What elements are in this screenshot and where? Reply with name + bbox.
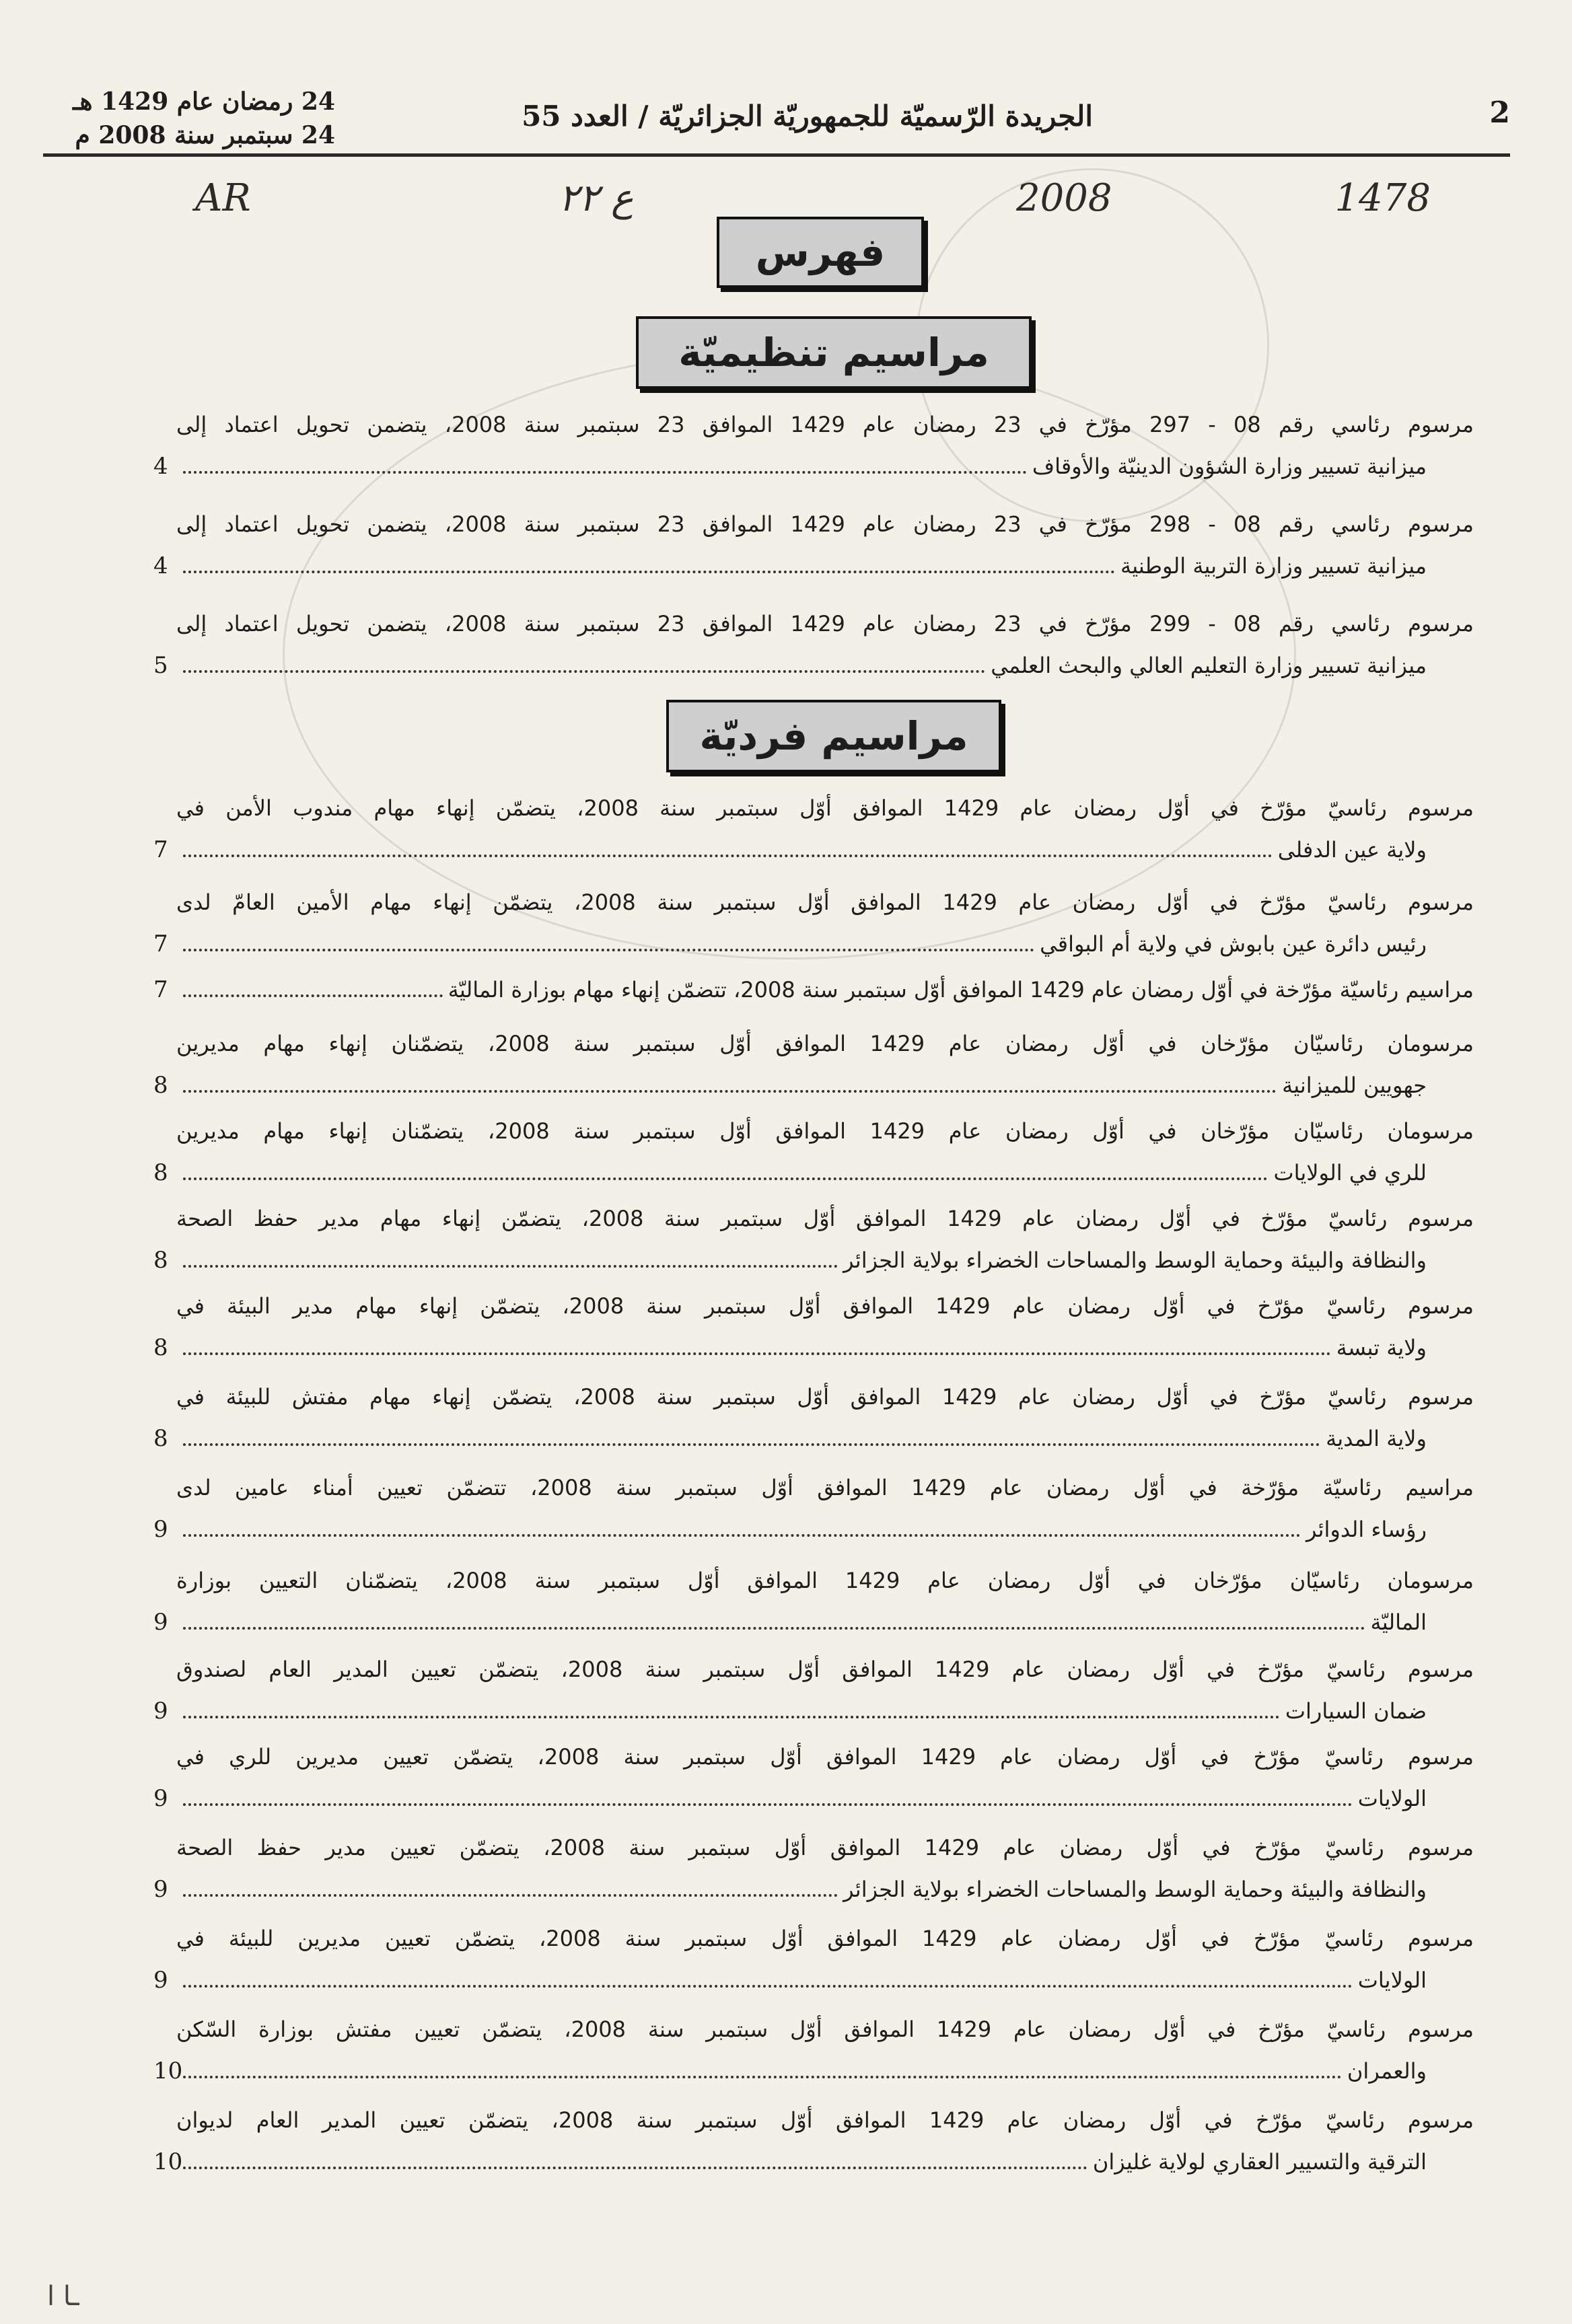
entry-page-number: 5 (153, 652, 168, 679)
entry-text-line (176, 1327, 1474, 1369)
entry-text-line (176, 1736, 1474, 1778)
entry-page-number: 9 (153, 1516, 168, 1543)
entry-title: مرسوم رئاسي رقم 08 - 298 مؤرّخ في 23 رمضان عام 1429 الموافق 23 سبتمبر سنة 2008، يتضمن تحويل اعتماد إلى (176, 511, 1474, 537)
index-entry[interactable] (153, 1467, 1474, 1550)
entry-text-line (176, 1918, 1474, 1959)
index-entry[interactable] (153, 2099, 1474, 2183)
entry-continuation: الولايات (1357, 1967, 1427, 1993)
entry-title: مرسوم رئاسيّ مؤرّخ في أوّل رمضان عام 1429 الموافق أوّل سبتمبر سنة 2008، يتضمّن تعيين مديرين للري في (176, 1744, 1474, 1770)
gregorian-date: 24 سبتمبر سنة 2008 م (75, 121, 335, 149)
entry-page-number: 9 (153, 1698, 168, 1724)
index-title: فهرس (717, 217, 924, 288)
entry-text-line (176, 1648, 1474, 1690)
entry-continuation: الولايات (1357, 1786, 1427, 1811)
entry-continuation: ميزانية تسيير وزارة التربية الوطنية (1120, 553, 1427, 579)
entry-text-line (176, 1827, 1474, 1868)
dot-leader (183, 2076, 1342, 2078)
entry-text-line (176, 1064, 1474, 1106)
entry-text-line (176, 2008, 1474, 2050)
entry-text-line (176, 829, 1474, 871)
entry-page-number: 7 (153, 976, 168, 1003)
entry-text-line (176, 1285, 1474, 1327)
entry-continuation: ميزانية تسيير وزارة الشؤون الدينيّة والأوقاف (1032, 453, 1427, 479)
entry-title: مرسوم رئاسيّ مؤرّخ في أوّل رمضان عام 1429 الموافق أوّل سبتمبر سنة 2008، يتضمّن إنهاء مهام مدير حفظ الصحة (176, 1206, 1474, 1231)
section-title-regulatory: مراسيم تنظيميّة (636, 316, 1032, 389)
entry-text-line (176, 1959, 1474, 2001)
entry-title: مراسيم رئاسيّة مؤرّخة في أوّل رمضان عام 1429 الموافق أوّل سبتمبر سنة 2008، تتضمّن تعيين أمناء عامين لدى (176, 1475, 1474, 1500)
index-entry[interactable] (153, 969, 1474, 1011)
handwritten-note: 1478 (1334, 176, 1431, 220)
index-entry[interactable] (153, 1827, 1474, 1910)
entry-continuation: الترقية والتسيير العقاري لولاية غليزان (1092, 2149, 1427, 2175)
dot-leader (183, 1177, 1268, 1180)
index-entry[interactable] (153, 1736, 1474, 1819)
dot-leader (183, 670, 985, 673)
entry-page-number: 8 (153, 1334, 168, 1361)
entry-page-number: 8 (153, 1159, 168, 1186)
entry-text-line (176, 1868, 1474, 1910)
entry-continuation: جهويين للميزانية (1282, 1073, 1427, 1098)
index-entry[interactable] (153, 2008, 1474, 2092)
dot-leader (183, 571, 1115, 573)
entry-text-line (176, 1376, 1474, 1418)
handwritten-note: 2008 (1016, 176, 1112, 220)
entry-continuation: ميزانية تسيير وزارة التعليم العالي والبحث العلمي (991, 653, 1427, 678)
entry-title: مرسومان رئاسيّان مؤرّخان في أوّل رمضان عام 1429 الموافق أوّل سبتمبر سنة 2008، يتضمّنان إنهاء مهام مديرين (176, 1031, 1474, 1056)
entry-page-number: 10 (153, 2148, 183, 2175)
dot-leader (183, 1352, 1331, 1355)
entry-text-line (176, 1601, 1474, 1643)
dot-leader (183, 2167, 1087, 2169)
entry-continuation: رؤساء الدوائر (1306, 1517, 1427, 1542)
entry-text-line (176, 787, 1474, 829)
entry-text-line (176, 1110, 1474, 1152)
entry-text-line (176, 2141, 1474, 2183)
index-entry[interactable] (153, 1918, 1474, 2001)
dot-leader (183, 855, 1273, 857)
dot-leader (183, 1534, 1301, 1537)
entry-title: مراسيم رئاسيّة مؤرّخة في أوّل رمضان عام 1429 الموافق أوّل سبتمبر سنة 2008، تتضمّن إنهاء مهام بوزارة الماليّة (448, 977, 1474, 1003)
entry-text-line (176, 1239, 1474, 1281)
entry-page-number: 10 (153, 2058, 183, 2084)
index-entry[interactable] (153, 503, 1474, 587)
entry-title: مرسومان رئاسيّان مؤرّخان في أوّل رمضان عام 1429 الموافق أوّل سبتمبر سنة 2008، يتضمّنان إنهاء مهام مديرين (176, 1118, 1474, 1144)
entry-text-line (176, 969, 1474, 1011)
entry-text-line (176, 1778, 1474, 1819)
entry-text-line (176, 2050, 1474, 2092)
entry-page-number: 4 (153, 453, 168, 480)
handwritten-note: ع ٢٢ (559, 176, 634, 220)
entry-text-line (176, 1690, 1474, 1732)
hijri-date: 24 رمضان عام 1429 هـ (72, 87, 335, 116)
entry-title: مرسوم رئاسيّ مؤرّخ في أوّل رمضان عام 1429 الموافق أوّل سبتمبر سنة 2008، يتضمّن تعيين المدير العام لديوان (176, 2107, 1474, 2133)
dot-leader (183, 994, 443, 997)
entry-page-number: 9 (153, 1785, 168, 1812)
dot-leader (183, 1803, 1353, 1806)
dot-leader (183, 1265, 838, 1268)
entry-text-line (176, 645, 1474, 686)
entry-text-line (176, 503, 1474, 545)
entry-text-line (176, 545, 1474, 587)
entry-continuation: للري في الولايات (1273, 1160, 1427, 1186)
entry-text-line (176, 1418, 1474, 1459)
entry-text-line (176, 881, 1474, 923)
entry-title: مرسوم رئاسيّ مؤرّخ في أوّل رمضان عام 1429 الموافق أوّل سبتمبر سنة 2008، يتضمّن تعيين مدير حفظ الصحة (176, 1835, 1474, 1860)
entry-page-number: 8 (153, 1425, 168, 1452)
index-entry[interactable] (153, 1023, 1474, 1106)
page-number: 2 (1489, 96, 1510, 130)
entry-text-line (176, 1509, 1474, 1550)
entry-page-number: 9 (153, 1609, 168, 1636)
entry-continuation: رئيس دائرة عين بابوش في ولاية أم البواقي (1040, 931, 1427, 957)
section-title-individual: مراسيم فرديّة (666, 700, 1001, 772)
entry-page-number: 4 (153, 552, 168, 579)
journal-title: الجريدة الرّسميّة للجمهوريّة الجزائريّة / العدد 55 (522, 100, 1093, 133)
dot-leader (183, 1716, 1280, 1718)
entry-text-line (176, 404, 1474, 445)
entry-text-line (176, 1023, 1474, 1064)
dot-leader (183, 1894, 838, 1897)
entry-continuation: والعمران (1347, 2058, 1427, 2084)
entry-text-line (176, 2099, 1474, 2141)
index-entry[interactable] (153, 1376, 1474, 1459)
entry-text-line (176, 445, 1474, 487)
entry-title: مرسوم رئاسيّ مؤرّخ في أوّل رمضان عام 1429 الموافق أوّل سبتمبر سنة 2008، يتضمّن إنهاء مهام الأمين العامّ لدى (176, 889, 1474, 915)
entry-title: مرسوم رئاسيّ مؤرّخ في أوّل رمضان عام 1429 الموافق أوّل سبتمبر سنة 2008، يتضمّن تعيين مفتش بوزارة السّكن (176, 2017, 1474, 2042)
entry-page-number: 7 (153, 931, 168, 957)
dot-leader (183, 949, 1034, 951)
dot-leader (183, 1985, 1353, 1988)
entry-page-number: 8 (153, 1072, 168, 1099)
entry-page-number: 9 (153, 1876, 168, 1903)
index-entry[interactable] (153, 1560, 1474, 1643)
entry-continuation: ولاية المدية (1326, 1426, 1427, 1451)
index-entry[interactable] (153, 1198, 1474, 1281)
entry-continuation: الماليّة (1370, 1609, 1427, 1635)
entry-text-line (176, 1560, 1474, 1601)
index-entry[interactable] (153, 787, 1474, 871)
index-entry[interactable] (153, 404, 1474, 487)
dot-leader (183, 1627, 1365, 1630)
entry-page-number: 8 (153, 1247, 168, 1274)
index-entry[interactable] (153, 603, 1474, 686)
entry-text-line (176, 1467, 1474, 1509)
entry-title: مرسوم رئاسيّ مؤرّخ في أوّل رمضان عام 1429 الموافق أوّل سبتمبر سنة 2008، يتضمّن تعيين المدير العام لصندوق (176, 1657, 1474, 1682)
handwritten-note: AR (195, 176, 251, 220)
entry-continuation: والنظافة والبيئة وحماية الوسط والمساحات الخضراء بولاية الجزائر (843, 1247, 1427, 1273)
entry-title: مرسوم رئاسي رقم 08 - 297 مؤرّخ في 23 رمضان عام 1429 الموافق 23 سبتمبر سنة 2008، يتضمن تحويل اعتماد إلى (176, 412, 1474, 437)
entry-continuation: ولاية عين الدفلى (1277, 837, 1427, 863)
entry-page-number: 9 (153, 1967, 168, 1994)
entry-text-line (176, 1198, 1474, 1239)
corner-mark: ـا ا (47, 2281, 79, 2312)
dot-leader (183, 471, 1027, 474)
index-entry[interactable] (153, 881, 1474, 965)
entry-title: مرسوم رئاسيّ مؤرّخ في أوّل رمضان عام 1429 الموافق أوّل سبتمبر سنة 2008، يتضمّن تعيين مديرين للبيئة في (176, 1926, 1474, 1951)
entry-title: مرسومان رئاسيّان مؤرّخان في أوّل رمضان عام 1429 الموافق أوّل سبتمبر سنة 2008، يتضمّنان التعيين بوزارة (176, 1568, 1474, 1593)
entry-title: مرسوم رئاسيّ مؤرّخ في أوّل رمضان عام 1429 الموافق أوّل سبتمبر سنة 2008، يتضمّن إنهاء مهام مندوب الأمن في (176, 795, 1474, 821)
dot-leader (183, 1443, 1320, 1446)
index-entry[interactable] (153, 1285, 1474, 1369)
entry-text-line (176, 923, 1474, 965)
entry-page-number: 7 (153, 836, 168, 863)
entry-text-line (176, 1152, 1474, 1194)
dot-leader (183, 1090, 1277, 1093)
index-entry[interactable] (153, 1648, 1474, 1732)
entry-title: مرسوم رئاسيّ مؤرّخ في أوّل رمضان عام 1429 الموافق أوّل سبتمبر سنة 2008، يتضمّن إنهاء مهام مدير البيئة في (176, 1293, 1474, 1319)
entry-continuation: ضمان السيارات (1285, 1698, 1427, 1724)
entry-title: مرسوم رئاسيّ مؤرّخ في أوّل رمضان عام 1429 الموافق أوّل سبتمبر سنة 2008، يتضمّن إنهاء مهام مفتش للبيئة في (176, 1384, 1474, 1410)
index-entry[interactable] (153, 1110, 1474, 1194)
entry-continuation: ولاية تبسة (1336, 1335, 1427, 1360)
entry-text-line (176, 603, 1474, 645)
entry-continuation: والنظافة والبيئة وحماية الوسط والمساحات الخضراء بولاية الجزائر (843, 1877, 1427, 1902)
entry-title: مرسوم رئاسي رقم 08 - 299 مؤرّخ في 23 رمضان عام 1429 الموافق 23 سبتمبر سنة 2008، يتضمن تحويل اعتماد إلى (176, 611, 1474, 637)
